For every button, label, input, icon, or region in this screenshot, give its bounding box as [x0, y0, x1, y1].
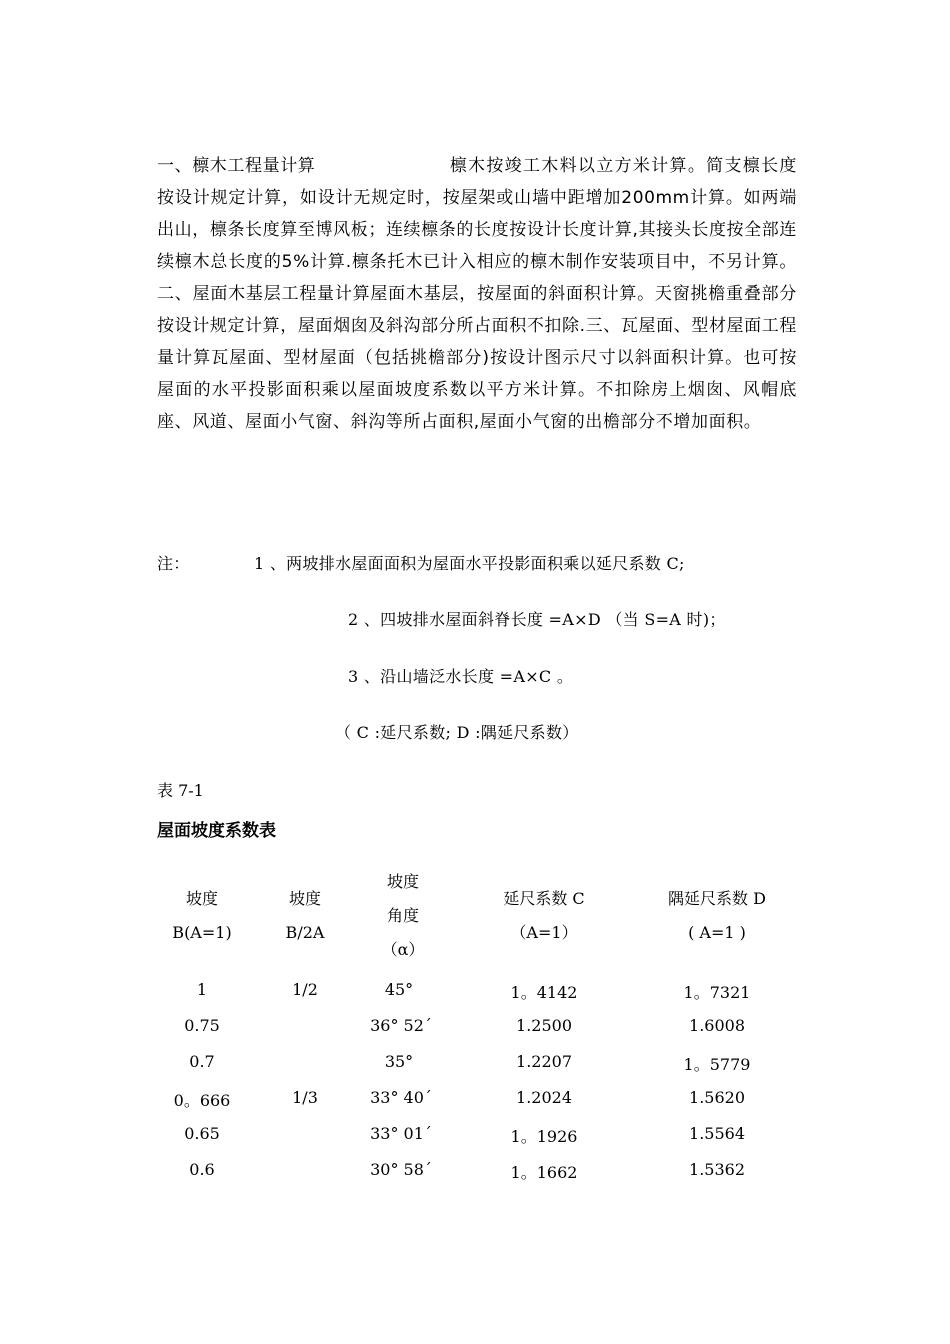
table-cell: 0.6 — [189, 1160, 215, 1179]
table-cell: 1 — [196, 980, 208, 999]
table-cell: 1.2500 — [516, 1016, 572, 1035]
table-cell: 0.65 — [184, 1124, 220, 1143]
section-heading: 一、檩木工程量计算 — [157, 156, 316, 176]
table-cell: 33° 40´ — [370, 1088, 432, 1107]
table-cell: 0.7 — [189, 1052, 215, 1071]
paragraph-text: 檩木按竣工木料以立方米计算。简支檩长度按设计规定计算，如设计无规定时，按屋架或山墙中距增加200mm计算。如两端出山，檩条长度算至博风板；连续檩条的长度按设计长度计算,其接头长度按全部连续檩木总长度的5%计算.檩条托木已计入相应的檩木制作安装项目中，不另计算。二、屋面木基层工程量计算屋面木基层，按屋面的斜面积计算。天窗挑檐重叠部分按设计规定计算，屋面烟囱及斜沟部分所占面积不扣除.三、瓦屋面、型材屋面工程量计算瓦屋面、型材屋面（包括挑檐部分)按设计图示尺寸以斜面积计算。也可按屋面的水平投影面积乘以屋面坡度系数以平方米计算。不扣除房上烟囱、风帽底座、风道、屋面小气窗、斜沟等所占面积,屋面小气窗的出檐部分不增加面积。 — [157, 156, 797, 432]
table-cell: 1。4142 — [510, 983, 578, 1002]
table-cell: 1.6008 — [689, 1016, 745, 1035]
note-label: 注： — [157, 554, 190, 573]
note-item-2: 2 、四坡排水屋面斜脊长度 =A×D （当 S=A 时)； — [348, 610, 726, 629]
table-cell: 36° 52´ — [370, 1016, 432, 1035]
table-label: 表 7-1 — [157, 781, 204, 800]
table-cell: 0.75 — [184, 1016, 220, 1035]
table-cell: 1.2024 — [516, 1088, 572, 1107]
table-cell: 1.5362 — [689, 1160, 745, 1179]
table-cell: 1。1662 — [510, 1163, 578, 1182]
table-title: 屋面坡度系数表 — [157, 821, 276, 841]
header-extension-coefficient-c: 延尺系数 C （A=1） — [503, 889, 585, 942]
note-legend: （ C :延尺系数; D :隅延尺系数） — [335, 723, 579, 742]
table-cell: 45° — [384, 980, 414, 999]
table-cell: 35° — [384, 1052, 414, 1071]
table-cell: 33° 01´ — [370, 1124, 432, 1143]
header-slope-angle: 坡度 角度 （α） — [381, 872, 425, 959]
header-slope-b2a: 坡度 B/2A — [285, 889, 325, 942]
table-cell: 1.5564 — [689, 1124, 745, 1143]
table-cell: 30° 58´ — [370, 1160, 432, 1179]
table-cell: 1。7321 — [683, 983, 751, 1002]
table-cell: 1.5620 — [689, 1088, 745, 1107]
note-item-1: 1 、两坡排水屋面面积为屋面水平投影面积乘以延尺系数 C; — [254, 554, 685, 573]
header-slope-b: 坡度 B(A=1) — [172, 889, 232, 942]
table-cell: 1.2207 — [516, 1052, 572, 1071]
table-cell: 1/3 — [292, 1088, 318, 1107]
table-cell: 1。5779 — [683, 1055, 751, 1074]
table-cell: 0。666 — [173, 1091, 231, 1110]
header-hip-extension-coefficient-d: 隅延尺系数 D ( A=1 ) — [668, 889, 766, 942]
table-cell: 1。1926 — [510, 1127, 578, 1146]
note-item-3: 3 、沿山墙泛水长度 =A×C 。 — [348, 667, 574, 686]
body-paragraph — [157, 150, 797, 438]
table-cell: 1/2 — [292, 980, 318, 999]
